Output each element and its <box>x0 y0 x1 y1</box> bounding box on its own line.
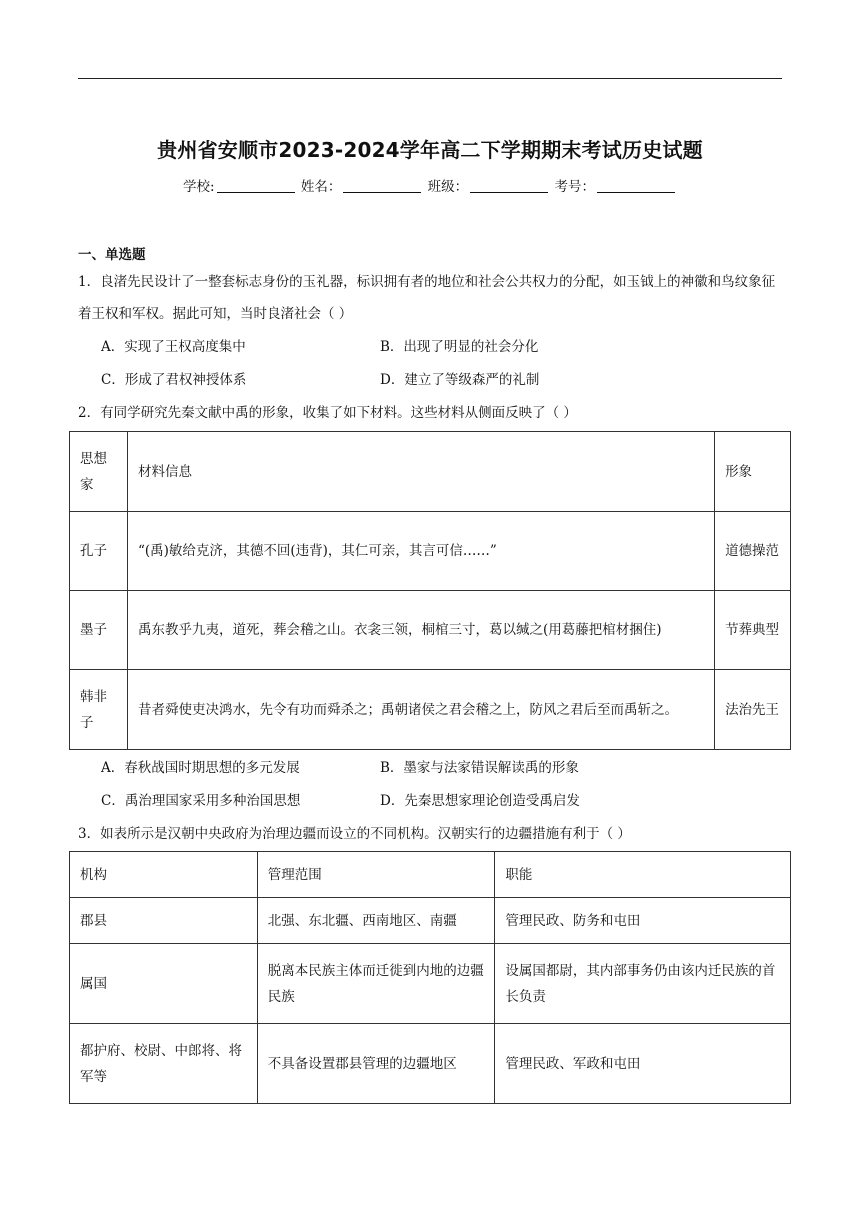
exam-title: 贵州省安顺市2023-2024学年高二下学期期末考试历史试题 <box>157 138 703 162</box>
table-row <box>70 670 791 750</box>
header-rule <box>78 78 782 79</box>
table-cell: 墨子 <box>70 591 128 670</box>
table-cell: 禹东教乎九夷，道死，葬会稽之山。衣衾三领，桐棺三寸，葛以缄之(用葛藤把棺材捆住) <box>127 591 714 670</box>
q1-option-a: A．实现了王权高度集中 <box>101 339 246 355</box>
exam-number-blank[interactable] <box>597 179 675 193</box>
table-row <box>70 1024 791 1104</box>
q1-stem: 1．良渚先民设计了一整套标志身份的玉礼器，标识拥有者的地位和社会公共权力的分配，如玉钺上的神徽和鸟纹象征着王权和军权。据此可知，当时良渚社会（ ） <box>78 274 776 322</box>
class-blank[interactable] <box>470 179 548 193</box>
school-label: 学校: <box>183 179 215 195</box>
table-cell: 孔子 <box>70 512 128 591</box>
table-row <box>70 852 791 898</box>
q3-header-agency: 机构 <box>70 852 258 898</box>
table-row <box>70 591 791 670</box>
table-cell: 管理民政、军政和屯田 <box>495 1024 791 1104</box>
table-cell: 昔者舜使吏决鸿水，先令有功而舜杀之；禹朝诸侯之君会稽之上，防风之君后至而禹斩之。 <box>127 670 714 750</box>
q2-option-c: C．禹治理国家采用多种治国思想 <box>101 793 301 809</box>
table-cell: 法治先王 <box>715 670 791 750</box>
q3-table <box>69 851 791 1104</box>
table-cell: 道德操范 <box>715 512 791 591</box>
q2-header-image: 形象 <box>715 432 791 512</box>
q2-table <box>69 431 791 750</box>
q3-header-function: 职能 <box>495 852 791 898</box>
q3-header-scope: 管理范围 <box>257 852 495 898</box>
table-cell: 管理民政、防务和屯田 <box>495 898 791 944</box>
q2-option-d: D．先秦思想家理论创造受禹启发 <box>380 793 580 809</box>
q3-stem: 3．如表所示是汉朝中央政府为治理边疆而设立的不同机构。汉朝实行的边疆措施有利于（ ） <box>78 826 631 842</box>
name-label: 姓名： <box>300 179 342 195</box>
q1-option-d: D．建立了等级森严的礼制 <box>380 372 540 388</box>
table-row <box>70 944 791 1024</box>
table-row <box>70 512 791 591</box>
q2-stem: 2．有同学研究先秦文献中禹的形象，收集了如下材料。这些材料从侧面反映了（ ） <box>78 405 577 421</box>
table-cell: 都护府、校尉、中郎将、将军等 <box>70 1024 258 1104</box>
table-cell: 韩非子 <box>70 670 128 750</box>
table-cell: 设属国都尉，其内部事务仍由该内迁民族的首长负责 <box>495 944 791 1024</box>
table-cell: 属国 <box>70 944 258 1024</box>
q2-option-a: A．春秋战国时期思想的多元发展 <box>101 760 300 776</box>
q2-header-material: 材料信息 <box>127 432 714 512</box>
table-cell: 节葬典型 <box>715 591 791 670</box>
q1-option-b: B．出现了明显的社会分化 <box>380 339 539 355</box>
class-label: 班级： <box>427 179 469 195</box>
table-cell: 北强、东北疆、西南地区、南疆 <box>257 898 495 944</box>
table-row <box>70 432 791 512</box>
table-cell: 不具备设置郡县管理的边疆地区 <box>257 1024 495 1104</box>
table-cell: “(禹)敏给克济，其德不回(违背)，其仁可亲，其言可信……” <box>127 512 714 591</box>
q2-header-thinker: 思想家 <box>70 432 128 512</box>
section-title: 一、单选题 <box>78 247 146 263</box>
table-cell: 郡县 <box>70 898 258 944</box>
q1-option-c: C．形成了君权神授体系 <box>101 372 247 388</box>
name-blank[interactable] <box>343 179 421 193</box>
q2-option-b: B．墨家与法家错误解读禹的形象 <box>380 760 579 776</box>
student-info-row <box>0 175 860 195</box>
exam-number-label: 考号： <box>554 179 595 195</box>
table-cell: 脱离本民族主体而迁徙到内地的边疆民族 <box>257 944 495 1024</box>
table-row <box>70 898 791 944</box>
school-blank[interactable] <box>217 179 295 193</box>
